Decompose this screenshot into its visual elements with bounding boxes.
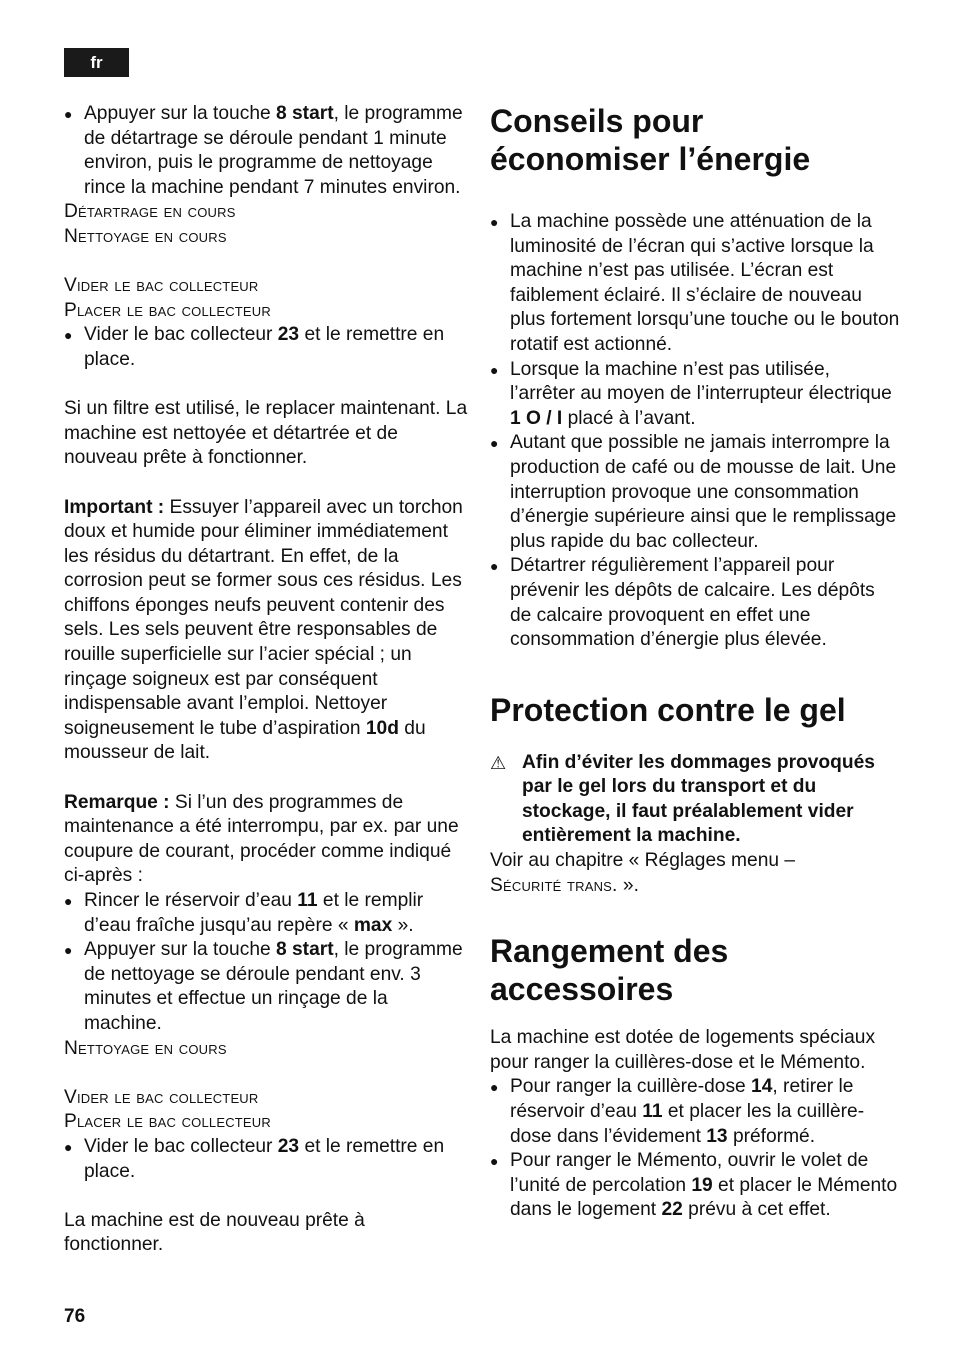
remark-note: Remarque : Si l’un des programmes de maintenance a été interrompu, par ex. par une coupure de courant, procéder comme indiqué ci-après : xyxy=(64,791,459,887)
important-note: Important : Essuyer l’appareil avec un torchon doux et humide pour éliminer immédiatement les résidus du détartrant. En effet, de la corrosion peut se former sous ces résidus. Les chiffons éponges neufs peuvent contenir des sels. Les sels peuvent être responsables de rouille superficielle sur l’acier spécial ; un rinçage soigneux est par conséquent indispensable avant l’emploi. Nettoyer soigneusement le tube d’aspiration 10d du mousseur de lait. xyxy=(64,496,463,764)
section-heading-storage: Rangement des accessoires xyxy=(490,933,729,1008)
paragraph: Voir au chapitre « Réglages menu – Sécurité trans. ». xyxy=(490,850,796,896)
display-message: Vider le bac collecteur xyxy=(64,275,259,297)
page-number: 76 xyxy=(64,1306,86,1327)
language-tab: fr xyxy=(64,48,129,77)
left-column xyxy=(64,102,468,1258)
right-column xyxy=(490,102,900,1223)
section-heading-frost: Protection contre le gel xyxy=(490,691,846,728)
list-item: ● Détartrer régulièrement l’appareil pour prévenir les dépôts de calcaire. Les dépôts de calcaire provoquent en effet une consommation d’énergie plus élevée. xyxy=(490,554,900,652)
display-message: Placer le bac collecteur xyxy=(64,1111,271,1133)
warning-icon: ⚠ xyxy=(490,752,507,773)
list-item: ● Vider le bac collecteur 23 et le remettre en place. xyxy=(64,1135,468,1184)
paragraph: Si un filtre est utilisé, le replacer maintenant. La machine est nettoyée et détartrée et de nouveau prête à fonctionner. xyxy=(64,398,468,469)
list-item: ● Lorsque la machine n’est pas utilisée, l’arrêter au moyen de l’interrupteur électrique 1 O / I placé à l’avant. xyxy=(490,358,900,432)
list-item: ● Appuyer sur la touche 8 start, le programme de nettoyage se déroule pendant env. 3 minutes et effectue un rinçage de la machine. xyxy=(64,938,468,1036)
display-message: Nettoyage en cours xyxy=(64,225,227,247)
list-item: ● Pour ranger la cuillère-dose 14, retirer le réservoir d’eau 11 et placer les la cuillère-dose dans l’évidement 13 préformé. xyxy=(490,1075,900,1149)
list-item: ● Vider le bac collecteur 23 et le remettre en place. xyxy=(64,323,468,372)
list-item: ● Appuyer sur la touche 8 start, le programme de détartrage se déroule pendant 1 minute environ, puis le programme de nettoyage rince la machine pendant 7 minutes environ. xyxy=(64,102,468,200)
display-message: Vider le bac collecteur xyxy=(64,1086,259,1108)
display-message: Détartrage en cours xyxy=(64,201,236,223)
list-item: ● Autant que possible ne jamais interrompre la production de café ou de mousse de lait. Une interruption provoque une consommation d’énergie supérieure ainsi que le remplissage plus rapide du bac collecteur. xyxy=(490,431,900,554)
section-heading-energy: Conseils pour économiser l’énergie xyxy=(490,103,811,177)
paragraph: La machine est de nouveau prête à fonctionner. xyxy=(64,1209,365,1256)
warning-note: ⚠ Afin d’éviter les dommages provoqués par le gel lors du transport et du stockage, il faut préalablement vider entièrement la machine. xyxy=(490,751,875,847)
display-message: Nettoyage en cours xyxy=(64,1037,227,1059)
list-item: ● La machine possède une atténuation de la luminosité de l’écran qui s’active lorsque la machine n’est pas utilisée. L’écran est faiblement éclairé. Il s’éclaire de nouveau plus fortement lorsqu’une touche ou le bouton rotatif est actionné. xyxy=(490,210,900,358)
list-item: ● Pour ranger le Mémento, ouvrir le volet de l’unité de percolation 19 et placer le Mémento dans le logement 22 prévu à cet effet. xyxy=(490,1149,900,1223)
list-item: ● Rincer le réservoir d’eau 11 et le remplir d’eau fraîche jusqu’au repère « max ». xyxy=(64,889,468,938)
display-message: Placer le bac collecteur xyxy=(64,299,271,321)
paragraph: La machine est dotée de logements spéciaux pour ranger la cuillères-dose et le Mémento. xyxy=(490,1027,876,1073)
